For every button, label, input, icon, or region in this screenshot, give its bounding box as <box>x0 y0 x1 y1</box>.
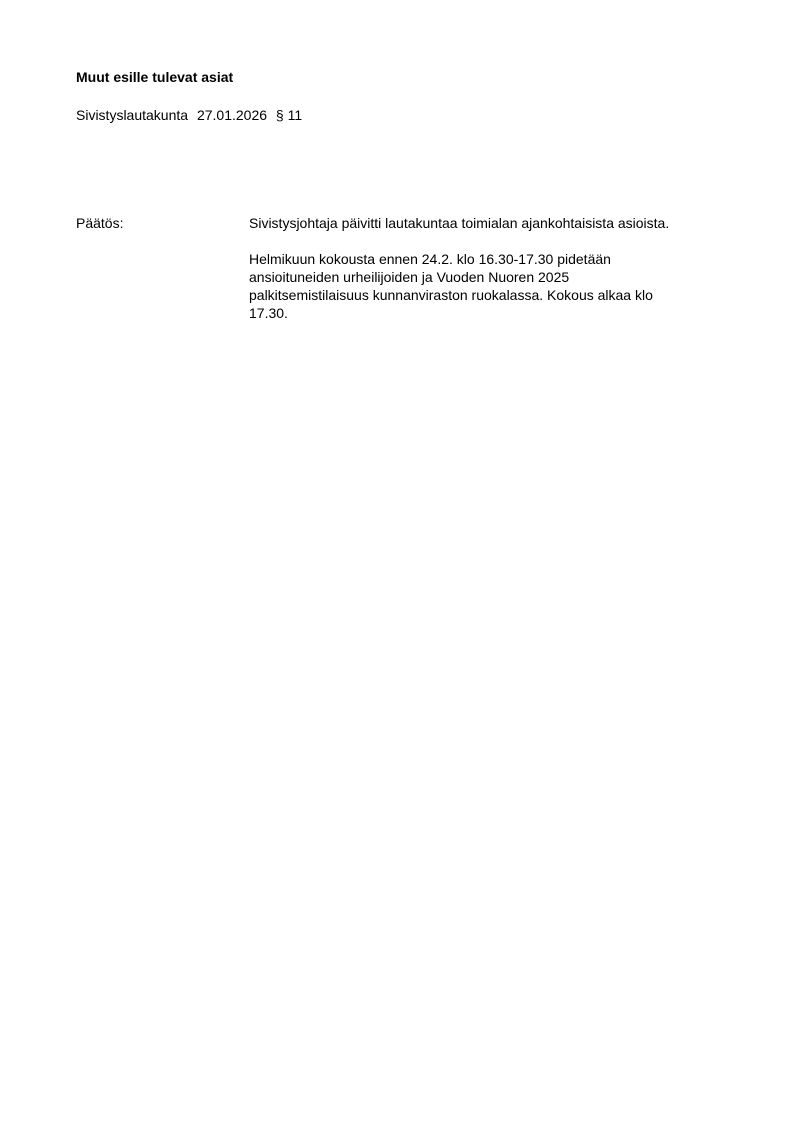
decision-label: Päätös: <box>76 215 124 231</box>
decision-body <box>249 214 739 322</box>
section-number: § 11 <box>275 107 303 123</box>
document-title: Muut esille tulevat asiat <box>76 69 234 85</box>
committee-name: Sivistyslautakunta <box>76 107 189 123</box>
meeting-date: 27.01.2026 <box>196 107 268 123</box>
document-reference <box>76 106 302 124</box>
decision-paragraph: Helmikuun kokousta ennen 24.2. klo 16.30-17.30 pidetään ansioituneiden urheilijoiden ja Vuoden Nuoren 2025 palkitsemistilaisuus kunnanviraston ruokalassa. Kokous alkaa klo 17.30. <box>249 251 653 321</box>
decision-paragraph: Sivistysjohtaja päivitti lautakuntaa toimialan ajankohtaisista asioista. <box>249 215 670 231</box>
